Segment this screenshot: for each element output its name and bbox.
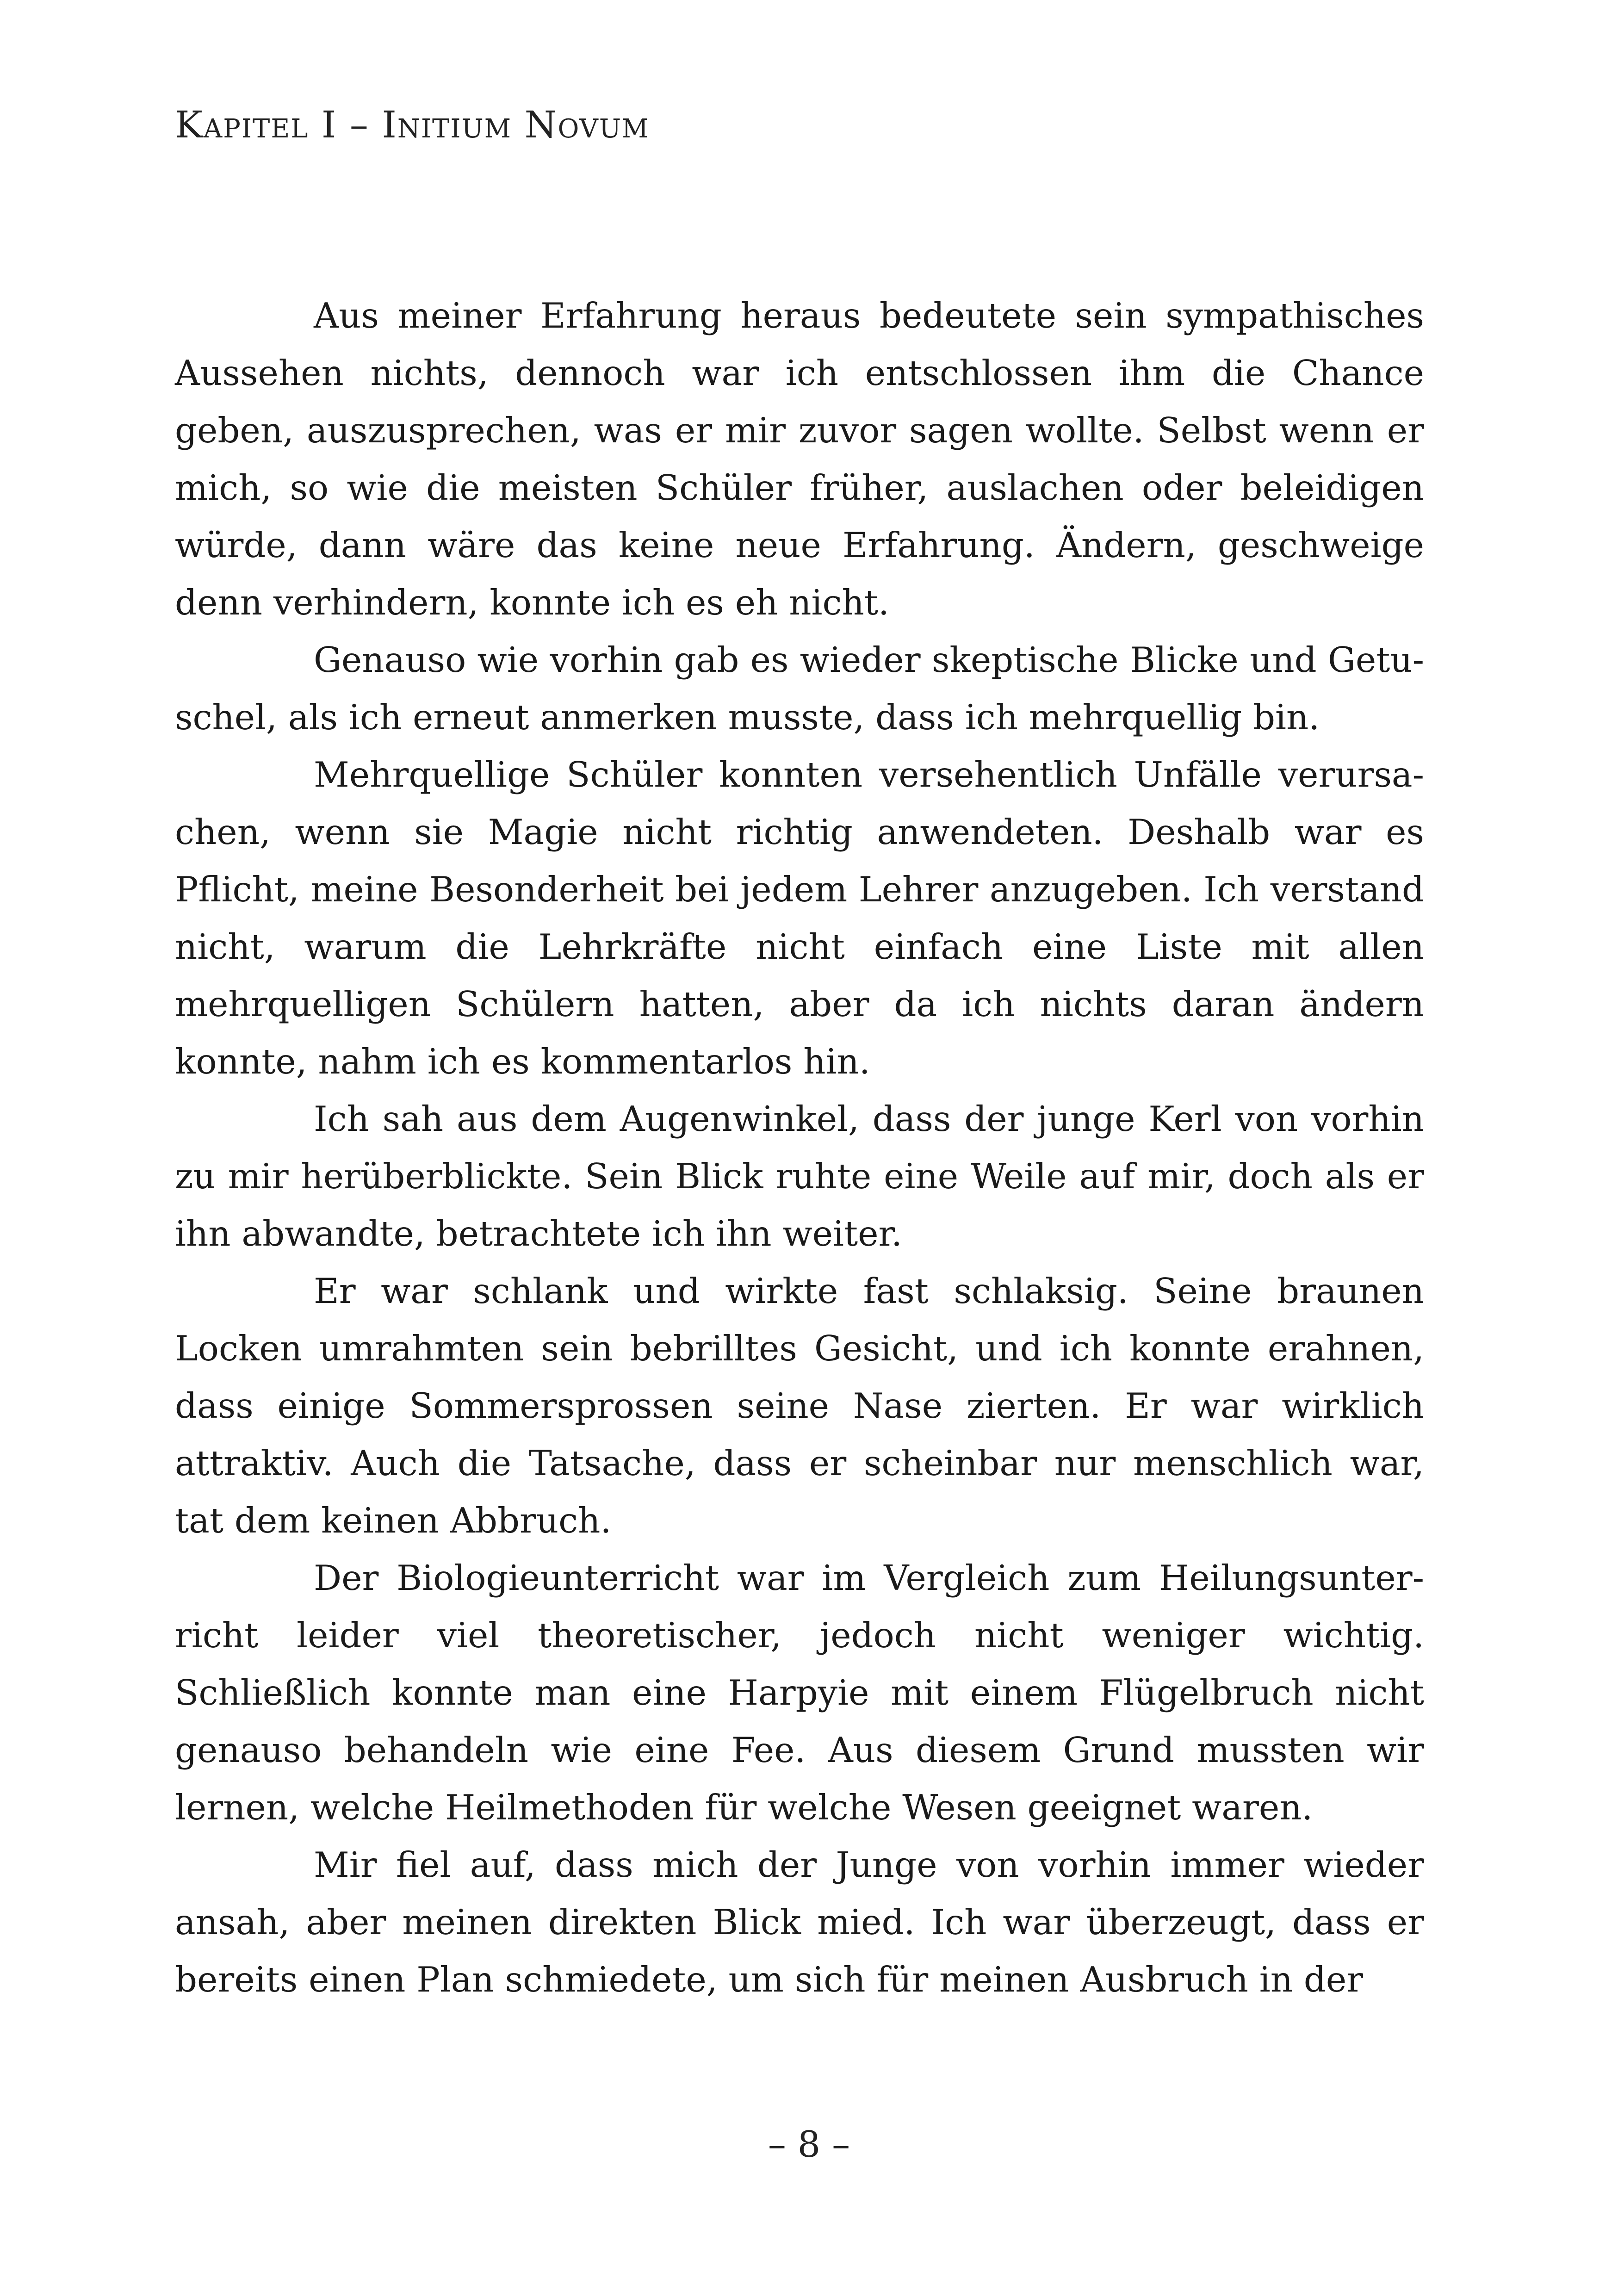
page-number: – 8 – bbox=[768, 2124, 850, 2166]
paragraph: Ich sah aus dem Augenwinkel, dass der junge Kerl von vorhin zu mir herüberblickte. Sein Blick ruhte eine Weile auf mir, doch als er ihn abwandte, betrachtete ich ihn weiter. bbox=[175, 1098, 1424, 1254]
chapter-running-head: Kapitel I – Initium Novum bbox=[175, 103, 650, 146]
paragraph-continued: Mir fiel auf, dass mich der Junge von vorhin immer wieder ansah, aber meinen direkten Blick mied. Ich war überzeugt, dass er bereits einen Plan schmiedete, um sich für meinen Ausbruch in der bbox=[175, 1844, 1424, 2000]
paragraph: Mehrquellige Schüler konnten versehentlich Unfälle verursachen, wenn sie Magie nicht richtig anwendeten. Deshalb war es Pflicht, meine Besonderheit bei jedem Lehrer anzugeben. Ich verstand nicht, warum die Lehrkräfte nicht einfach eine Liste mit allen mehrquelligen Schülern hatten, aber da ich nichts daran ändern konnte, nahm ich es kommentarlos hin. bbox=[175, 754, 1424, 1082]
paragraph: Genauso wie vorhin gab es wieder skeptische Blicke und Getuschel, als ich erneut anmerken musste, dass ich mehrquellig bin. bbox=[175, 639, 1424, 738]
body-text bbox=[175, 287, 1424, 2008]
paragraph: Er war schlank und wirkte fast schlaksig. Seine braunen Locken umrahmten sein bebrilltes Gesicht, und ich konnte erahnen, dass einige Sommersprossen seine Nase zierten. Er war wirklich attraktiv. Auch die Tatsache, dass er scheinbar nur menschlich war, tat dem keinen Abbruch. bbox=[175, 1271, 1424, 1541]
paragraph: Der Biologieunterricht war im Vergleich zum Heilungsunterricht leider viel theoretischer, jedoch nicht weniger wichtig. Schließlich konnte man eine Harpyie mit einem Flügelbruch nicht genauso behandeln wie eine Fee. Aus diesem Grund mussten wir lernen, welche Heilmethoden für welche Wesen geeignet waren. bbox=[175, 1558, 1424, 1828]
paragraph: Aus meiner Erfahrung heraus bedeutete sein sympathisches Aussehen nichts, dennoch war ich entschlossen ihm die Chance geben, auszusprechen, was er mir zuvor sagen wollte. Selbst wenn er mich, so wie die meisten Schüler früher, auslachen oder beleidigen würde, dann wäre das keine neue Erfahrung. Ändern, geschweige denn verhindern, konnte ich es eh nicht. bbox=[175, 295, 1424, 623]
